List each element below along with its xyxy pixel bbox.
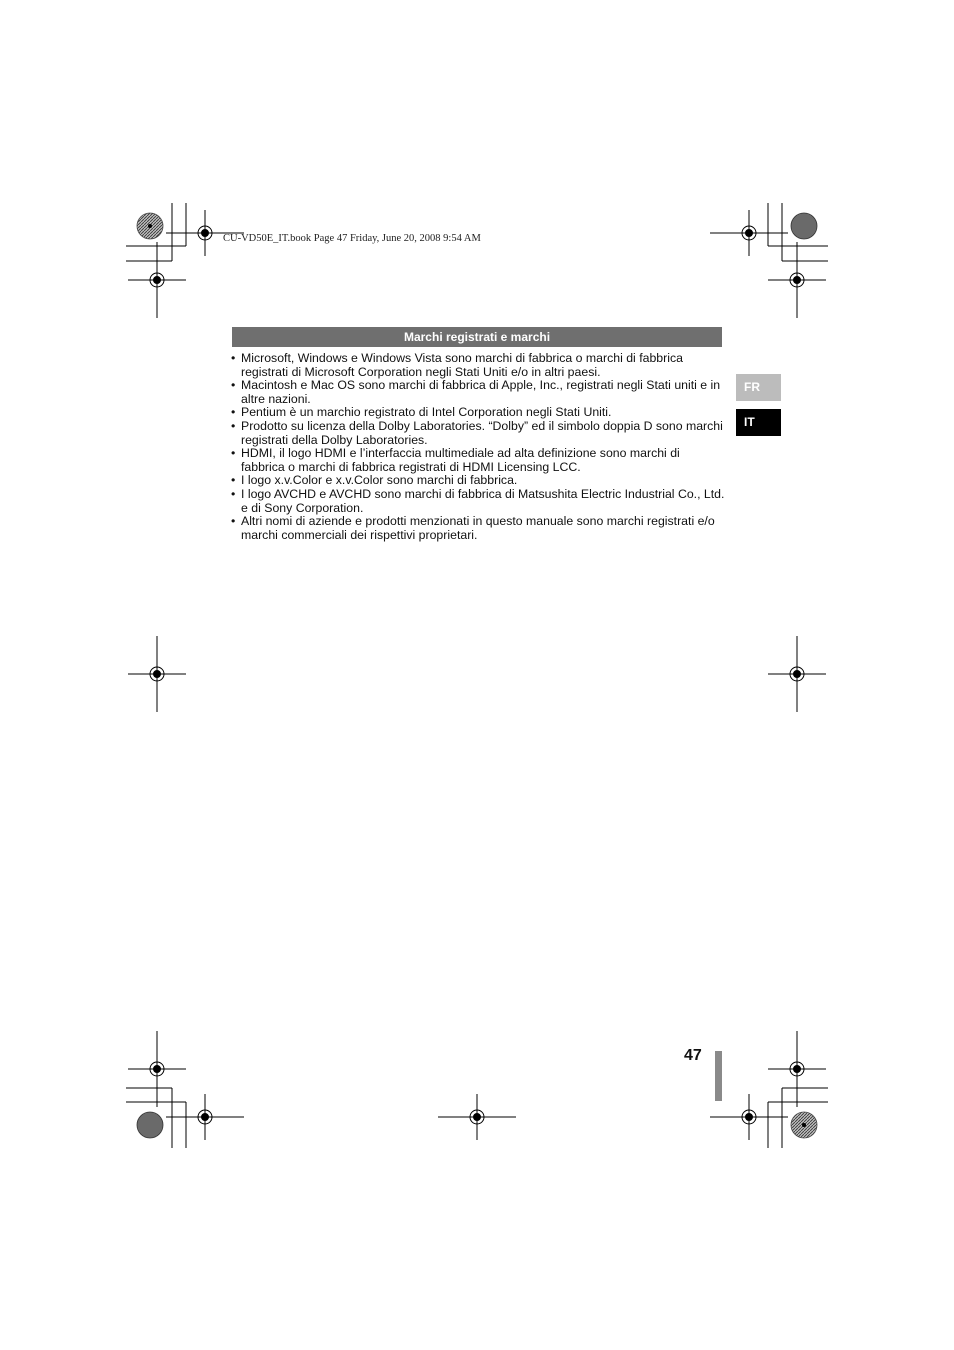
print-header: CU-VD50E_IT.book Page 47 Friday, June 20, 2008 9:54 AM bbox=[223, 233, 481, 244]
list-item: • I logo AVCHD e AVCHD sono marchi di fabbrica di Matsushita Electric Industrial Co., Ltd. e di Sony Corporation. bbox=[231, 488, 726, 515]
trademark-list bbox=[231, 352, 726, 542]
section-title: Marchi registrati e marchi bbox=[232, 327, 722, 347]
list-item: • I logo x.v.Color e x.v.Color sono marchi di fabbrica. bbox=[231, 474, 726, 488]
list-item: • Microsoft, Windows e Windows Vista sono marchi di fabbrica o marchi di fabbrica registrati di Microsoft Corporation negli Stati Uniti e/o in altri paesi. bbox=[231, 352, 726, 379]
tab-language-it[interactable]: IT bbox=[736, 409, 781, 436]
tab-language-fr[interactable]: FR bbox=[736, 374, 781, 401]
list-item: • Macintosh e Mac OS sono marchi di fabbrica di Apple, Inc., registrati negli Stati uniti e in altre nazioni. bbox=[231, 379, 726, 406]
page-marker-bar bbox=[715, 1051, 722, 1101]
list-item: • HDMI, il logo HDMI e l’interfaccia multimediale ad alta definizione sono marchi di fabbrica o marchi di fabbrica registrati di HDMI Licensing LCC. bbox=[231, 447, 726, 474]
list-item: • Prodotto su licenza della Dolby Laboratories. “Dolby” ed il simbolo doppia D sono marchi registrati della Dolby Laboratories. bbox=[231, 420, 726, 447]
list-item: • Pentium è un marchio registrato di Intel Corporation negli Stati Uniti. bbox=[231, 406, 726, 420]
page-number: 47 bbox=[684, 1047, 702, 1064]
list-item: • Altri nomi di aziende e prodotti menzionati in questo manuale sono marchi registrati e/o marchi commerciali dei rispettivi proprietari. bbox=[231, 515, 726, 542]
